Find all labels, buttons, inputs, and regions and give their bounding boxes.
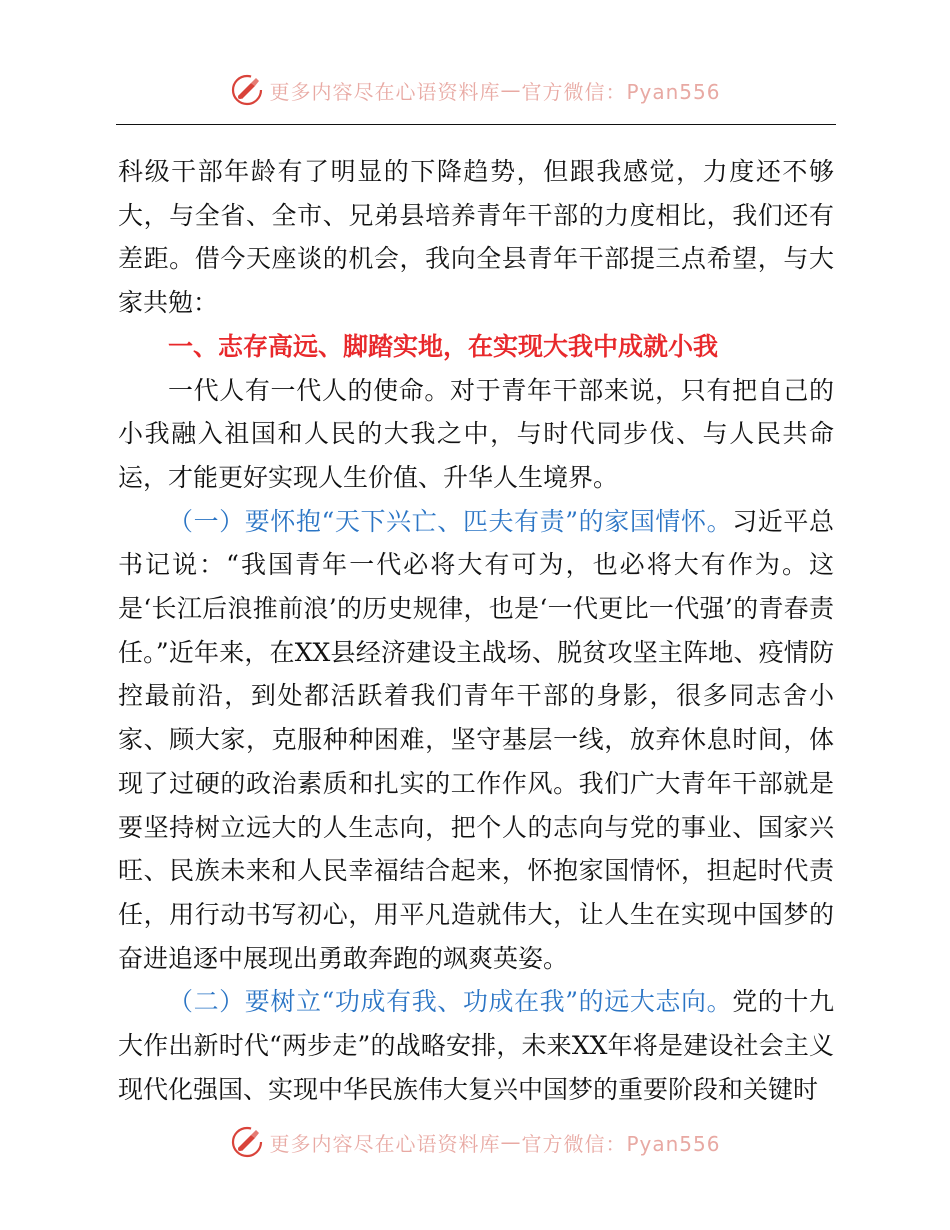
header-divider (116, 124, 836, 125)
paragraph-4-text: 党的十九大作出新时代“两步走”的战略安排，未来XX年将是建设社会主义现代化强国、实现中华民族伟大复兴中国梦的重要阶段和关键时 (118, 987, 834, 1104)
brand-logo-icon (229, 72, 265, 108)
paragraph-2: 一代人有一代人的使命。对于青年干部来说，只有把自己的小我融入祖国和人民的大我之中，与时代同步伐、与人民共命运，才能更好实现人生价值、升华人生境界。 (118, 375, 834, 492)
paragraph-3-text: 习近平总书记说：“我国青年一代必将大有可为，也必将大有作为。这是‘长江后浪推前浪’的历史规律，也是‘一代更比一代强’的青春责任。”近年来，在XX县经济建设主战场、脱贫攻坚主阵地、疫情防控最前沿，到处都活跃着我们青年干部的身影，很多同志舍小家、顾大家，克服种种困难，坚守基层一线，放弃休息时间，体现了过硬的政治素质和扎实的工作作风。我们广大青年干部就是要坚持树立远大的人生志向，把个人的志向与党的事业、国家兴旺、民族未来和人民幸福结合起来，怀抱家国情怀，担起时代责任，用行动书写初心，用平凡造就伟大，让人生在实现中国梦的奋进追逐中展现出勇敢奔跑的飒爽英姿。 (118, 506, 834, 973)
subheading-1: （一）要怀抱“天下兴亡、匹夫有责”的家国情怀。 (168, 506, 733, 536)
header-banner (0, 70, 950, 110)
subheading-2: （二）要树立“功成有我、功成在我”的远大志向。 (168, 987, 733, 1017)
banner-separator: — (500, 78, 522, 102)
banner-text: 更多内容尽在心语资料库 (269, 79, 501, 104)
banner-text: 更多内容尽在心语资料库 (269, 1131, 501, 1156)
section-heading-1: 一、志存高远、脚踏实地，在实现大我中成就小我 (168, 331, 719, 361)
paragraph-1: 科级干部年龄有了明显的下降趋势，但跟我感觉，力度还不够大，与全省、全市、兄弟县培养青年干部的力度相比，我们还有差距。借今天座谈的机会，我向全县青年干部提三点希望，与大家共勉： (118, 157, 834, 318)
brand-logo-icon (229, 1124, 265, 1160)
banner-separator: — (500, 1130, 522, 1154)
banner-wechat: 官方微信：Pyan556 (521, 1131, 721, 1156)
banner-wechat: 官方微信：Pyan556 (521, 79, 721, 104)
document-body (118, 150, 834, 1111)
footer-banner (0, 1122, 950, 1162)
paragraph-4 (118, 980, 834, 1111)
paragraph-3 (118, 500, 834, 981)
